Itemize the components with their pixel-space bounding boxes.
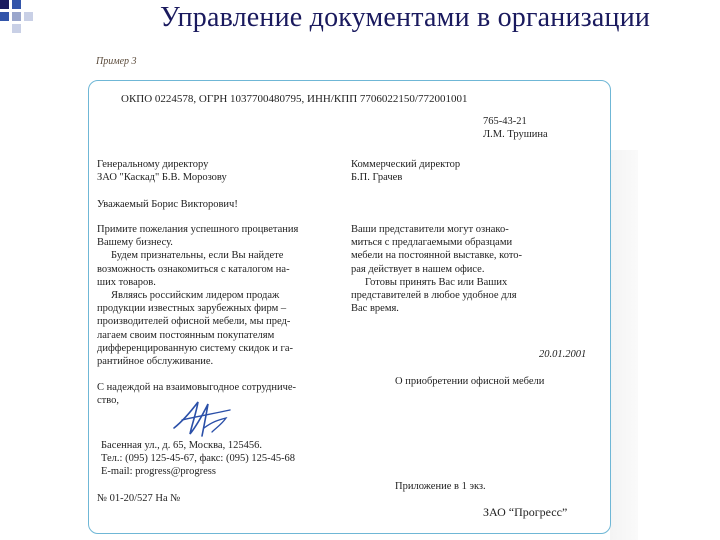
body-right-line: миться с предлагаемыми образцами (351, 237, 513, 249)
body-right-column (351, 223, 571, 315)
body-right-line: мебели на постоянной выставке, кото- (351, 250, 523, 262)
address-line-1: Басенная ул., д. 65, Москва, 125456. (101, 440, 262, 451)
attachment-note: Приложение в 1 экз. (395, 481, 486, 492)
body-left-line: продукции известных зарубежных фирм – (97, 303, 287, 315)
body-left-line: возможность ознакомиться с каталогом на- (97, 263, 290, 275)
body-right-line: Вас время. (351, 303, 399, 315)
body-right-line: Готовы принять Вас или Ваших (365, 276, 508, 288)
contact-name: Л.М. Трушина (483, 129, 548, 140)
letter-header-codes: ОКПО 0224578, ОГРН 1037700480795, ИНН/КПП 7706022150/772001001 (121, 93, 468, 105)
body-left-line: ших товаров. (97, 276, 156, 288)
body-left-line: Будем признательны, если Вы найдете (111, 250, 284, 262)
body-left-line: дифференцированную систему скидок и га- (97, 342, 293, 354)
reference-number: № 01-20/527 На № (97, 493, 181, 504)
address-line-2: Тел.: (095) 125-45-67, факс: (095) 125-45-68 (101, 453, 296, 464)
body-left-line: Примите пожелания успешного процветания (97, 224, 299, 235)
closing-line-1: С надеждой на взаимовыгодное сотрудниче- (97, 382, 297, 393)
company-name: ЗАО “Прогресс” (483, 505, 568, 519)
body-right-line: рая действует в нашем офисе. (351, 263, 485, 275)
body-left-column (97, 223, 337, 368)
side-shade (610, 150, 638, 540)
body-left-line: производителей офисной мебели, мы пред- (97, 316, 291, 328)
salutation: Уважаемый Борис Викторович! (97, 199, 238, 210)
closing-line-2: ство, (97, 395, 120, 406)
address-line-3: E-mail: progress@progress (101, 466, 216, 477)
letter-sheet (88, 80, 611, 534)
example-label: Пример 3 (96, 56, 137, 67)
sender-name: Б.П. Грачев (351, 172, 403, 183)
body-left-line: Являясь российским лидером продаж (111, 290, 280, 302)
letter-date: 20.01.2001 (539, 349, 587, 360)
sender-title: Коммерческий директор (351, 159, 461, 170)
signature-image (168, 398, 248, 440)
addressee-line-2: ЗАО "Каскад" Б.В. Морозову (97, 172, 227, 183)
contact-phone: 765-43-21 (483, 116, 527, 127)
body-left-line: Вашему бизнесу. (97, 237, 173, 249)
slide-title: Управление документами в организации (160, 2, 651, 33)
body-right-line: Ваши представители могут ознако- (351, 224, 509, 235)
addressee-line-1: Генеральному директору (97, 159, 209, 170)
body-right-line: представителей в любое удобное для (351, 290, 517, 302)
letter-subject: О приобретении офисной мебели (395, 376, 545, 387)
corner-decoration (0, 0, 40, 40)
body-left-line: лагаем своим постоянным покупателям (97, 329, 275, 341)
body-left-line: рантийное обслуживание. (97, 356, 214, 368)
